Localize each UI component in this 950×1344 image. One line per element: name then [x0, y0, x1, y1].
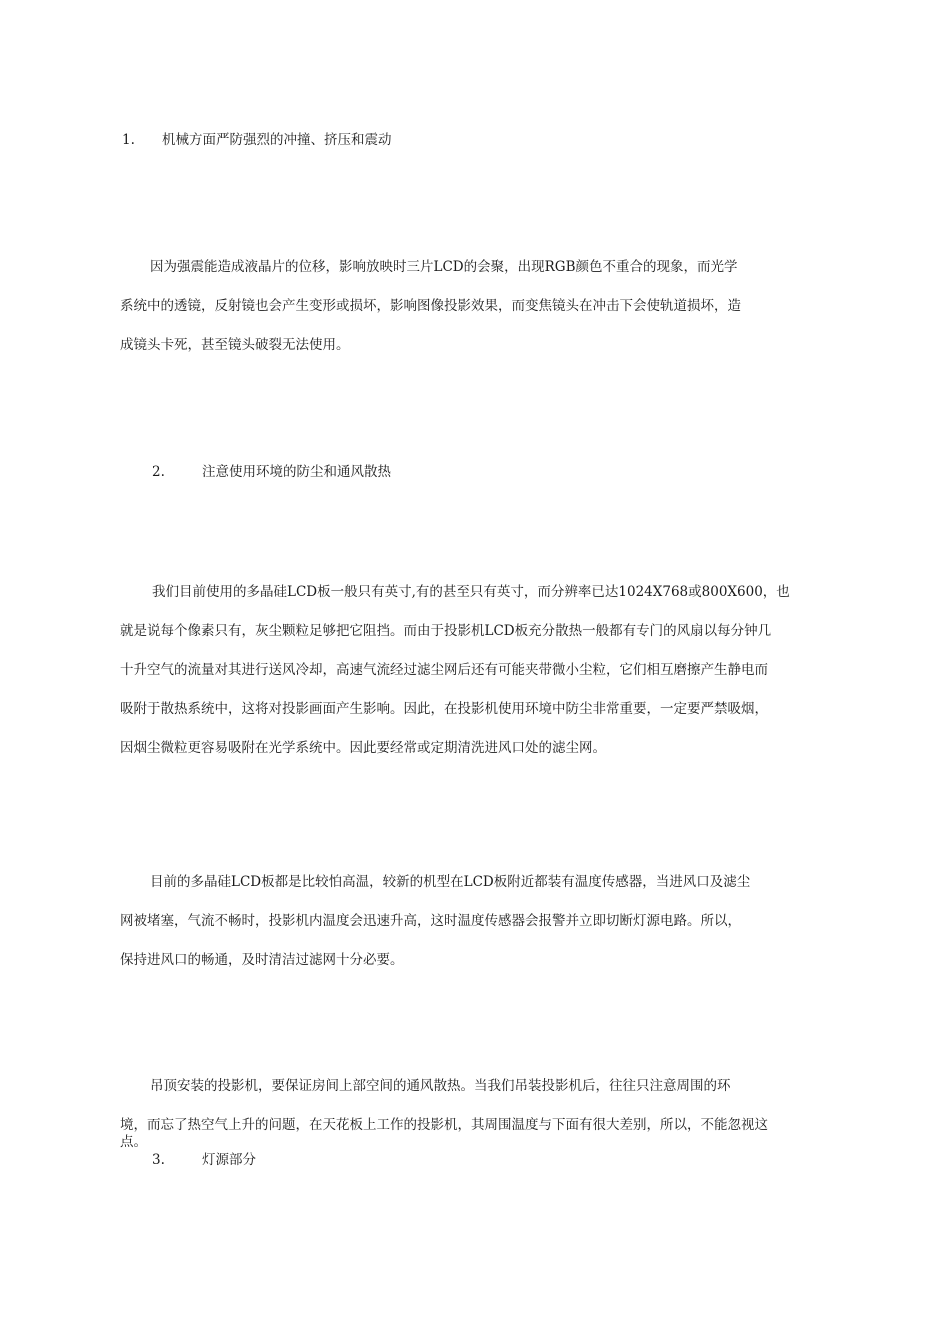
paragraph-line: 网被堵塞，气流不畅时，投影机内温度会迅速升高，这时温度传感器会报警并立即切断灯源电路。所以，: [120, 913, 741, 929]
section-number: 3.: [152, 1152, 165, 1168]
section-heading-2: [152, 463, 391, 481]
section-title: 注意使用环境的防尘和通风散热: [202, 464, 391, 480]
paragraph-line: 因烟尘微粒更容易吸附在光学系统中。因此要经常或定期清洗进风口处的滤尘网。: [120, 740, 606, 756]
section-number: 2.: [152, 464, 165, 480]
section-title: 机械方面严防强烈的冲撞、挤压和震动: [162, 132, 392, 148]
paragraph-line: 点。: [120, 1134, 147, 1150]
paragraph-line: 吸附于散热系统中，这将对投影画面产生影响。因此，在投影机使用环境中防尘非常重要，一定要严禁吸烟，: [120, 701, 768, 717]
section-heading-3: [152, 1151, 256, 1169]
paragraph-line: 系统中的透镜，反射镜也会产生变形或损坏，影响图像投影效果，而变焦镜头在冲击下会使轨道损坏，造: [120, 298, 741, 314]
paragraph-line: 吊顶安装的投影机，要保证房间上部空间的通风散热。当我们吊装投影机后，往往只注意周围的环: [150, 1078, 731, 1094]
section-number: 1.: [122, 132, 135, 148]
section-heading-1: [122, 131, 392, 149]
paragraph-line: 就是说每个像素只有，灰尘颗粒足够把它阻挡。而由于投影机LCD板充分散热一般都有专门的风扇以每分钟几: [120, 623, 772, 639]
paragraph-line: 十升空气的流量对其进行送风冷却，高速气流经过滤尘网后还有可能夹带微小尘粒，它们相互磨擦产生静电而: [120, 662, 768, 678]
paragraph-line: 成镜头卡死，甚至镜头破裂无法使用。: [120, 337, 350, 353]
paragraph-line: 我们目前使用的多晶硅LCD板一般只有英寸,有的甚至只有英寸，而分辨率已达1024X768或800X600，也: [152, 584, 790, 600]
paragraph-line: 因为强震能造成液晶片的位移，影响放映时三片LCD的会聚，出现RGB颜色不重合的现象，而光学: [150, 259, 738, 275]
paragraph-line: 境，而忘了热空气上升的问题，在天花板上工作的投影机，其周围温度与下面有很大差别，所以，不能忽视这: [120, 1117, 768, 1133]
section-title: 灯源部分: [202, 1152, 256, 1168]
paragraph-line: 目前的多晶硅LCD板都是比较怕高温，较新的机型在LCD板附近都装有温度传感器，当进风口及滤尘: [150, 874, 751, 890]
paragraph-line: 保持进风口的畅通，及时清洁过滤网十分必要。: [120, 952, 404, 968]
